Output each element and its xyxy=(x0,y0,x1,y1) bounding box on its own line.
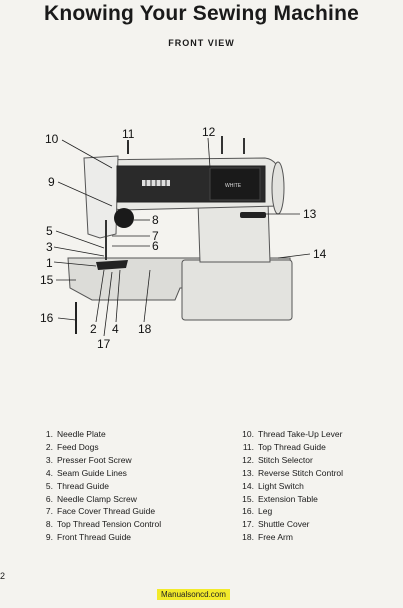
list-item: 2. Feed Dogs xyxy=(45,441,99,452)
callout-13: 13 xyxy=(303,207,317,221)
list-item: 12. Stitch Selector xyxy=(242,454,313,465)
list-item: 3. Presser Foot Screw xyxy=(45,454,132,465)
list-item: 9. Front Thread Guide xyxy=(45,532,132,543)
list-item: 14. Light Switch xyxy=(242,480,304,491)
callout-4: 4 xyxy=(112,322,119,336)
page-number: 2 xyxy=(0,571,6,581)
sewing-machine-illustration xyxy=(0,110,403,370)
callout-2: 2 xyxy=(90,322,97,336)
watermark-link[interactable]: Manualsoncd.com xyxy=(157,589,230,600)
list-item: 6. Needle Clamp Screw xyxy=(45,493,137,504)
list-item: 13. Reverse Stitch Control xyxy=(242,467,344,478)
callout-11: 11 xyxy=(122,127,135,141)
page-subtitle: FRONT VIEW xyxy=(168,38,235,48)
parts-list-right xyxy=(236,428,343,544)
sewing-machine-diagram xyxy=(0,110,403,370)
list-item: 10. Thread Take-Up Lever xyxy=(242,429,343,439)
callout-3: 3 xyxy=(46,240,53,254)
callout-6: 6 xyxy=(152,239,159,253)
list-item: 4. Seam Guide Lines xyxy=(45,467,127,478)
page-title: Knowing Your Sewing Machine xyxy=(44,2,359,25)
callout-10: 10 xyxy=(45,132,59,146)
callout-1: 1 xyxy=(46,256,53,270)
list-item: 17. Shuttle Cover xyxy=(242,519,310,530)
list-item: 7. Face Cover Thread Guide xyxy=(45,506,156,517)
list-item: 11. Top Thread Guide xyxy=(242,441,326,452)
list-item: 16. Leg xyxy=(242,506,273,517)
callout-17: 17 xyxy=(97,337,111,351)
callout-9: 9 xyxy=(48,175,55,189)
list-item: 8. Top Thread Tension Control xyxy=(45,519,162,530)
list-item: 15. Extension Table xyxy=(242,493,318,504)
callout-7: 7 xyxy=(152,229,159,243)
callout-18: 18 xyxy=(138,322,152,336)
callout-5: 5 xyxy=(46,224,53,238)
callout-16: 16 xyxy=(40,311,54,325)
callout-12: 12 xyxy=(202,125,216,139)
callout-8: 8 xyxy=(152,213,159,227)
callout-14: 14 xyxy=(313,247,327,261)
parts-list-left xyxy=(38,428,161,544)
brand-logo: WHITE xyxy=(225,183,242,189)
list-item: 1. Needle Plate xyxy=(45,429,106,439)
list-item: 5. Thread Guide xyxy=(45,480,109,491)
list-item: 18. Free Arm xyxy=(242,532,293,543)
callout-15: 15 xyxy=(40,273,54,287)
